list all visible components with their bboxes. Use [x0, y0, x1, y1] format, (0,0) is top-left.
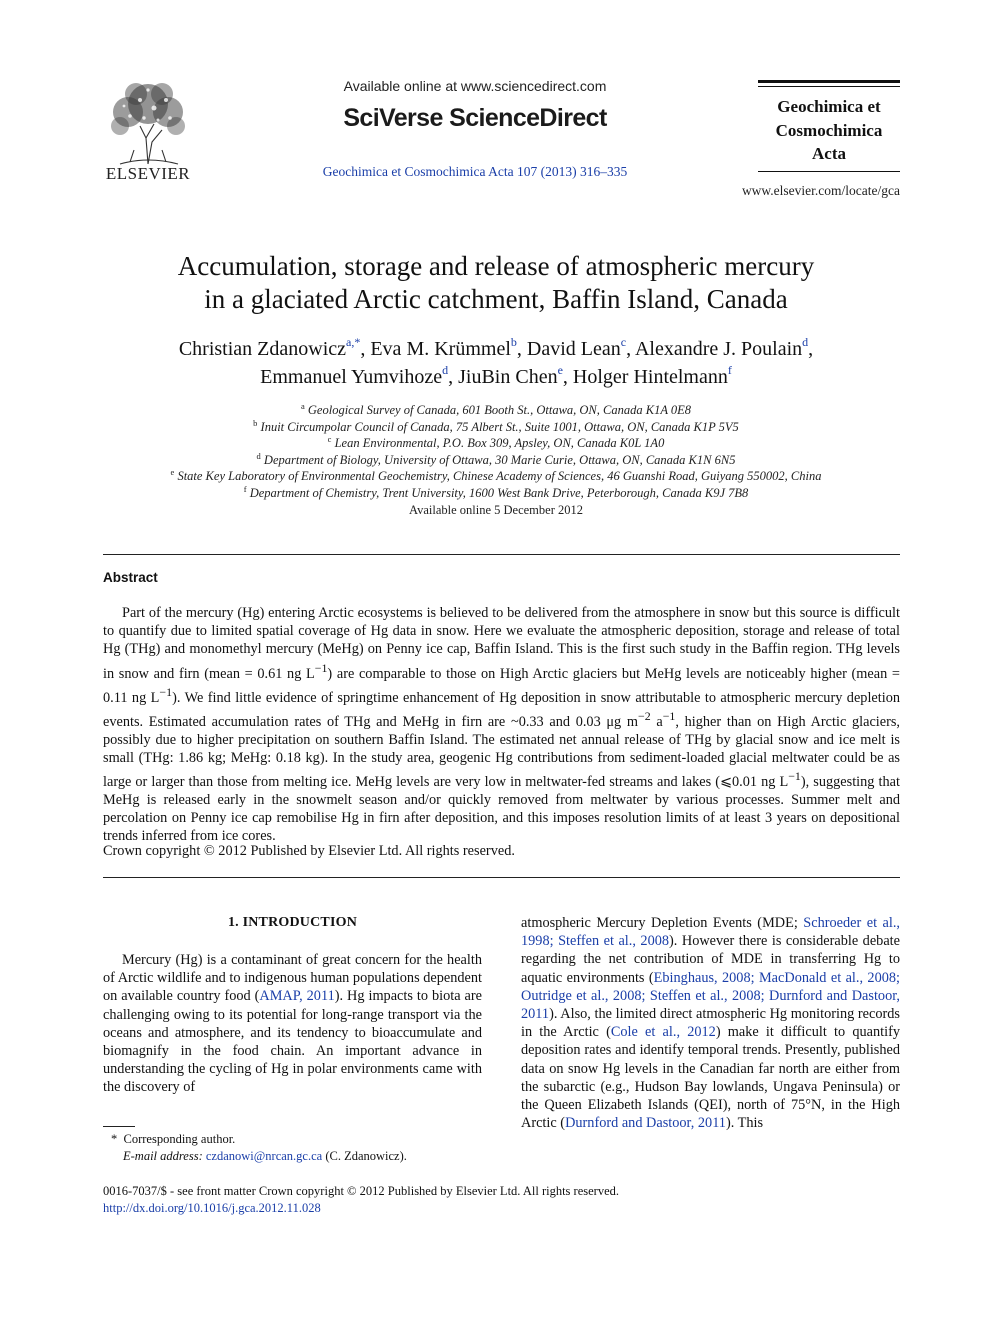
abstract-copyright: Crown copyright © 2012 Published by Elsevier Ltd. All rights reserved.	[103, 843, 515, 859]
journal-citation-link[interactable]: Geochimica et Cosmochimica Acta 107 (2013) 316–335	[322, 164, 628, 179]
affiliation-list	[80, 402, 912, 518]
affiliation-text: Lean Environmental, P.O. Box 309, Apsley, ON, Canada K0L 1A0	[334, 436, 665, 451]
author-list	[80, 335, 912, 391]
author-name: Alexandre J. Poulain	[634, 338, 803, 360]
corresponding-author-footnote	[103, 1131, 482, 1165]
email-link[interactable]: czdanowi@nrcan.gc.ca	[205, 1149, 323, 1163]
affiliation	[80, 419, 912, 436]
body-column-left	[103, 914, 482, 1097]
author-affiliation-link[interactable]: e	[557, 363, 563, 377]
footnote-label: Corresponding author.	[123, 1132, 236, 1146]
footnote-line	[103, 1148, 482, 1165]
available-online-text: Available online at www.sciencedirect.com	[343, 78, 607, 94]
front-matter-note	[103, 1183, 619, 1217]
journal-url-link[interactable]: www.elsevier.com/locate/gca	[741, 183, 900, 198]
affiliation-marker: d	[256, 450, 261, 461]
affiliation-text: State Key Laboratory of Environmental Geochemistry, Chinese Academy of Sciences, 46 Guanshi Road, Guiyang 550002, China	[177, 469, 822, 484]
affiliation	[80, 435, 912, 452]
available-online-date: Available online 5 December 2012	[408, 502, 583, 517]
affiliation-marker: f	[243, 483, 247, 494]
author-separator: ,	[562, 366, 573, 388]
affiliation	[80, 452, 912, 469]
affiliation	[80, 485, 912, 502]
author-separator: ,	[626, 338, 635, 360]
author-name: JiuBin Chen	[458, 366, 558, 388]
email-owner: (C. Zdanowicz).	[325, 1149, 407, 1163]
abstract-rule-top	[103, 554, 900, 555]
author-line	[80, 363, 912, 391]
intro-paragraph: Mercury (Hg) is a contaminant of great concern for the health of Arctic wildlife and to indigenous human populations dependent on available country food (AMAP, 2011). Hg impacts to biota are challenging owing to its potential for long-range transport via the oceans and atmosphere, and its tendency to bioaccumulate and biomagnify in the food chain. An important advance in understanding the cycling of Hg in polar environments came with the discovery of	[103, 952, 482, 1096]
author-separator: ,	[360, 338, 371, 360]
doi-link[interactable]: http://dx.doi.org/10.1016/j.gca.2012.11.028	[103, 1201, 321, 1215]
affiliation-text: Inuit Circumpolar Council of Canada, 75 Albert St., Suite 1001, Ottawa, ON, Canada K1P 5V5	[260, 419, 739, 434]
author-affiliation-link[interactable]: a,*	[346, 335, 361, 349]
abstract-rule-bottom	[103, 877, 900, 878]
body-column-right	[521, 914, 900, 1132]
author-separator: ,	[448, 366, 459, 388]
author-separator: ,	[516, 338, 527, 360]
issn-line: 0016-7037/$ - see front matter Crown copyright © 2012 Published by Elsevier Ltd. All rights reserved.	[103, 1184, 620, 1198]
author-affiliation-link[interactable]: d	[802, 335, 809, 349]
elsevier-wordmark: ELSEVIER	[105, 164, 191, 183]
citation-link[interactable]: Cole et al., 2012	[610, 1024, 716, 1041]
footnote-line: * Corresponding author.	[111, 1132, 236, 1146]
email-label: E-mail address:	[123, 1149, 203, 1163]
journal-title-line: Acta	[812, 144, 846, 163]
author-separator: ,	[808, 338, 814, 360]
affiliation-marker: a	[301, 401, 305, 411]
affiliation	[80, 402, 912, 419]
journal-box-rule-top-thin	[758, 86, 900, 87]
article-title	[80, 250, 912, 316]
citation-link[interactable]: Schroeder et al., 1998; Steffen et al., 2008	[521, 915, 900, 950]
journal-box-rule-bottom	[758, 171, 900, 172]
affiliation-text: Department of Chemistry, Trent University, 1600 West Bank Drive, Peterborough, Canada K9J 7B8	[249, 485, 749, 500]
sciverse-sciencedirect-logo[interactable]: SciVerse ScienceDirect	[343, 104, 607, 132]
author-name: Holger Hintelmann	[572, 366, 728, 388]
affiliation-marker: b	[253, 417, 258, 428]
journal-title-line: Cosmochimica	[775, 120, 883, 140]
author-affiliation-link[interactable]: f	[727, 363, 732, 377]
citation-link[interactable]: Ebinghaus, 2008; MacDonald et al., 2008; Outridge et al., 2008; Steffen et al., 2008; Durnford and Dastoor, 2011	[521, 969, 900, 1023]
author-name: David Lean	[526, 338, 621, 360]
section-heading: 1. INTRODUCTION	[227, 915, 357, 930]
abstract-heading: Abstract	[103, 570, 158, 585]
footnote-rule	[103, 1126, 135, 1127]
journal-box-rule-top	[758, 80, 900, 83]
author-affiliation-link[interactable]: c	[620, 335, 627, 349]
article-title-line: Accumulation, storage and release of atmospheric mercury	[177, 251, 815, 281]
journal-title	[742, 95, 916, 166]
journal-title-line: Geochimica et	[777, 97, 881, 116]
abstract-body: Part of the mercury (Hg) entering Arctic ecosystems is believed to be delivered from the atmosphere in snow but this source is difficult to quantify due to limited spatial coverage of Hg data in snow. Here we evaluate the atmospheric deposition, storage and release of total Hg (THg) and monomethyl mercury (MeHg) on Penny ice cap, Baffin Island. This is the first such study in the Baffin region. THg levels in snow and firn (mean = 0.61 ng $L^{-1}$) are comparable to those on High Arctic glaciers but MeHg levels are noticeably higher (mean = 0.11 ng $L^{-1}$). We find little evidence of springtime enhancement of Hg deposition in snow attributable to atmospheric mercury depletion events. Estimated accumulation rates of THg and MeHg in firn are ~0.33 and 0.03 μg $m^{-2}$ $a^{-1}$, higher than on High Arctic glaciers, possibly due to higher precipitation on southern Baffin Island. The estimated net annual release of THg by glacial snow and ice melt is small (THg: 1.86 kg; MeHg: 0.18 kg). In the study area, geogenic Hg contributions from sediment-loaded glacial meltwater could be as large or larger than those from melting ice. MeHg levels are very low in meltwater-fed streams and lakes (⩽0.01 ng $L^{-1}$), suggesting that MeHg is released early in the snowmelt season and/or quickly removed from meltwater by various processes. Summer melt and percolation on Penny ice cap remobilise Hg in firn after deposition, and this imposes resolution limits of at least 3 years on depositional trends inferred from ice cores.	[103, 605, 901, 845]
author-name: Eva M. Krümmel	[370, 338, 511, 360]
author-affiliation-link[interactable]: b	[510, 335, 517, 349]
affiliation-marker: c	[327, 434, 332, 445]
affiliation-text: Department of Biology, University of Ottawa, 30 Marie Curie, Ottawa, ON, Canada K1N 6N5	[263, 452, 736, 467]
affiliation	[80, 468, 912, 485]
author-name: Christian Zdanowicz	[178, 338, 347, 360]
author-name: Emmanuel Yumvihoze	[260, 366, 443, 388]
intro-paragraph-continued: atmospheric Mercury Depletion Events (MDE; Schroeder et al., 1998; Steffen et al., 2008). However there is considerable debate regarding the net contribution of MDE in transferring Hg to aquatic environments (Ebinghaus, 2008; MacDonald et al., 2008; Outridge et al., 2008; Steffen et al., 2008; Durnford and Dastoor, 2011). Also, the limited direct atmospheric Hg monitoring records in the Arctic (Cole et al., 2012) make it difficult to quantify deposition rates and identify temporal trends. Presently, published data on snow Hg levels in the Canadian far north are either from the subarctic (e.g., Hudson Bay lowlands, Ungava Peninsula) or the Queen Elizabeth Islands (QEI), north of 75°N, in the High Arctic (Durnford and Dastoor, 2011). This	[521, 915, 900, 1132]
article-title-line: in a glaciated Arctic catchment, Baffin Island, Canada	[204, 284, 788, 314]
citation-link[interactable]: Durnford and Dastoor, 2011	[565, 1115, 726, 1132]
author-affiliation-link[interactable]: d	[442, 363, 449, 377]
citation-link[interactable]: AMAP, 2011	[259, 988, 335, 1005]
affiliation-marker: e	[170, 467, 175, 478]
affiliation-text: Geological Survey of Canada, 601 Booth St., Ottawa, ON, Canada K1A 0E8	[307, 403, 691, 417]
author-line	[80, 335, 912, 363]
